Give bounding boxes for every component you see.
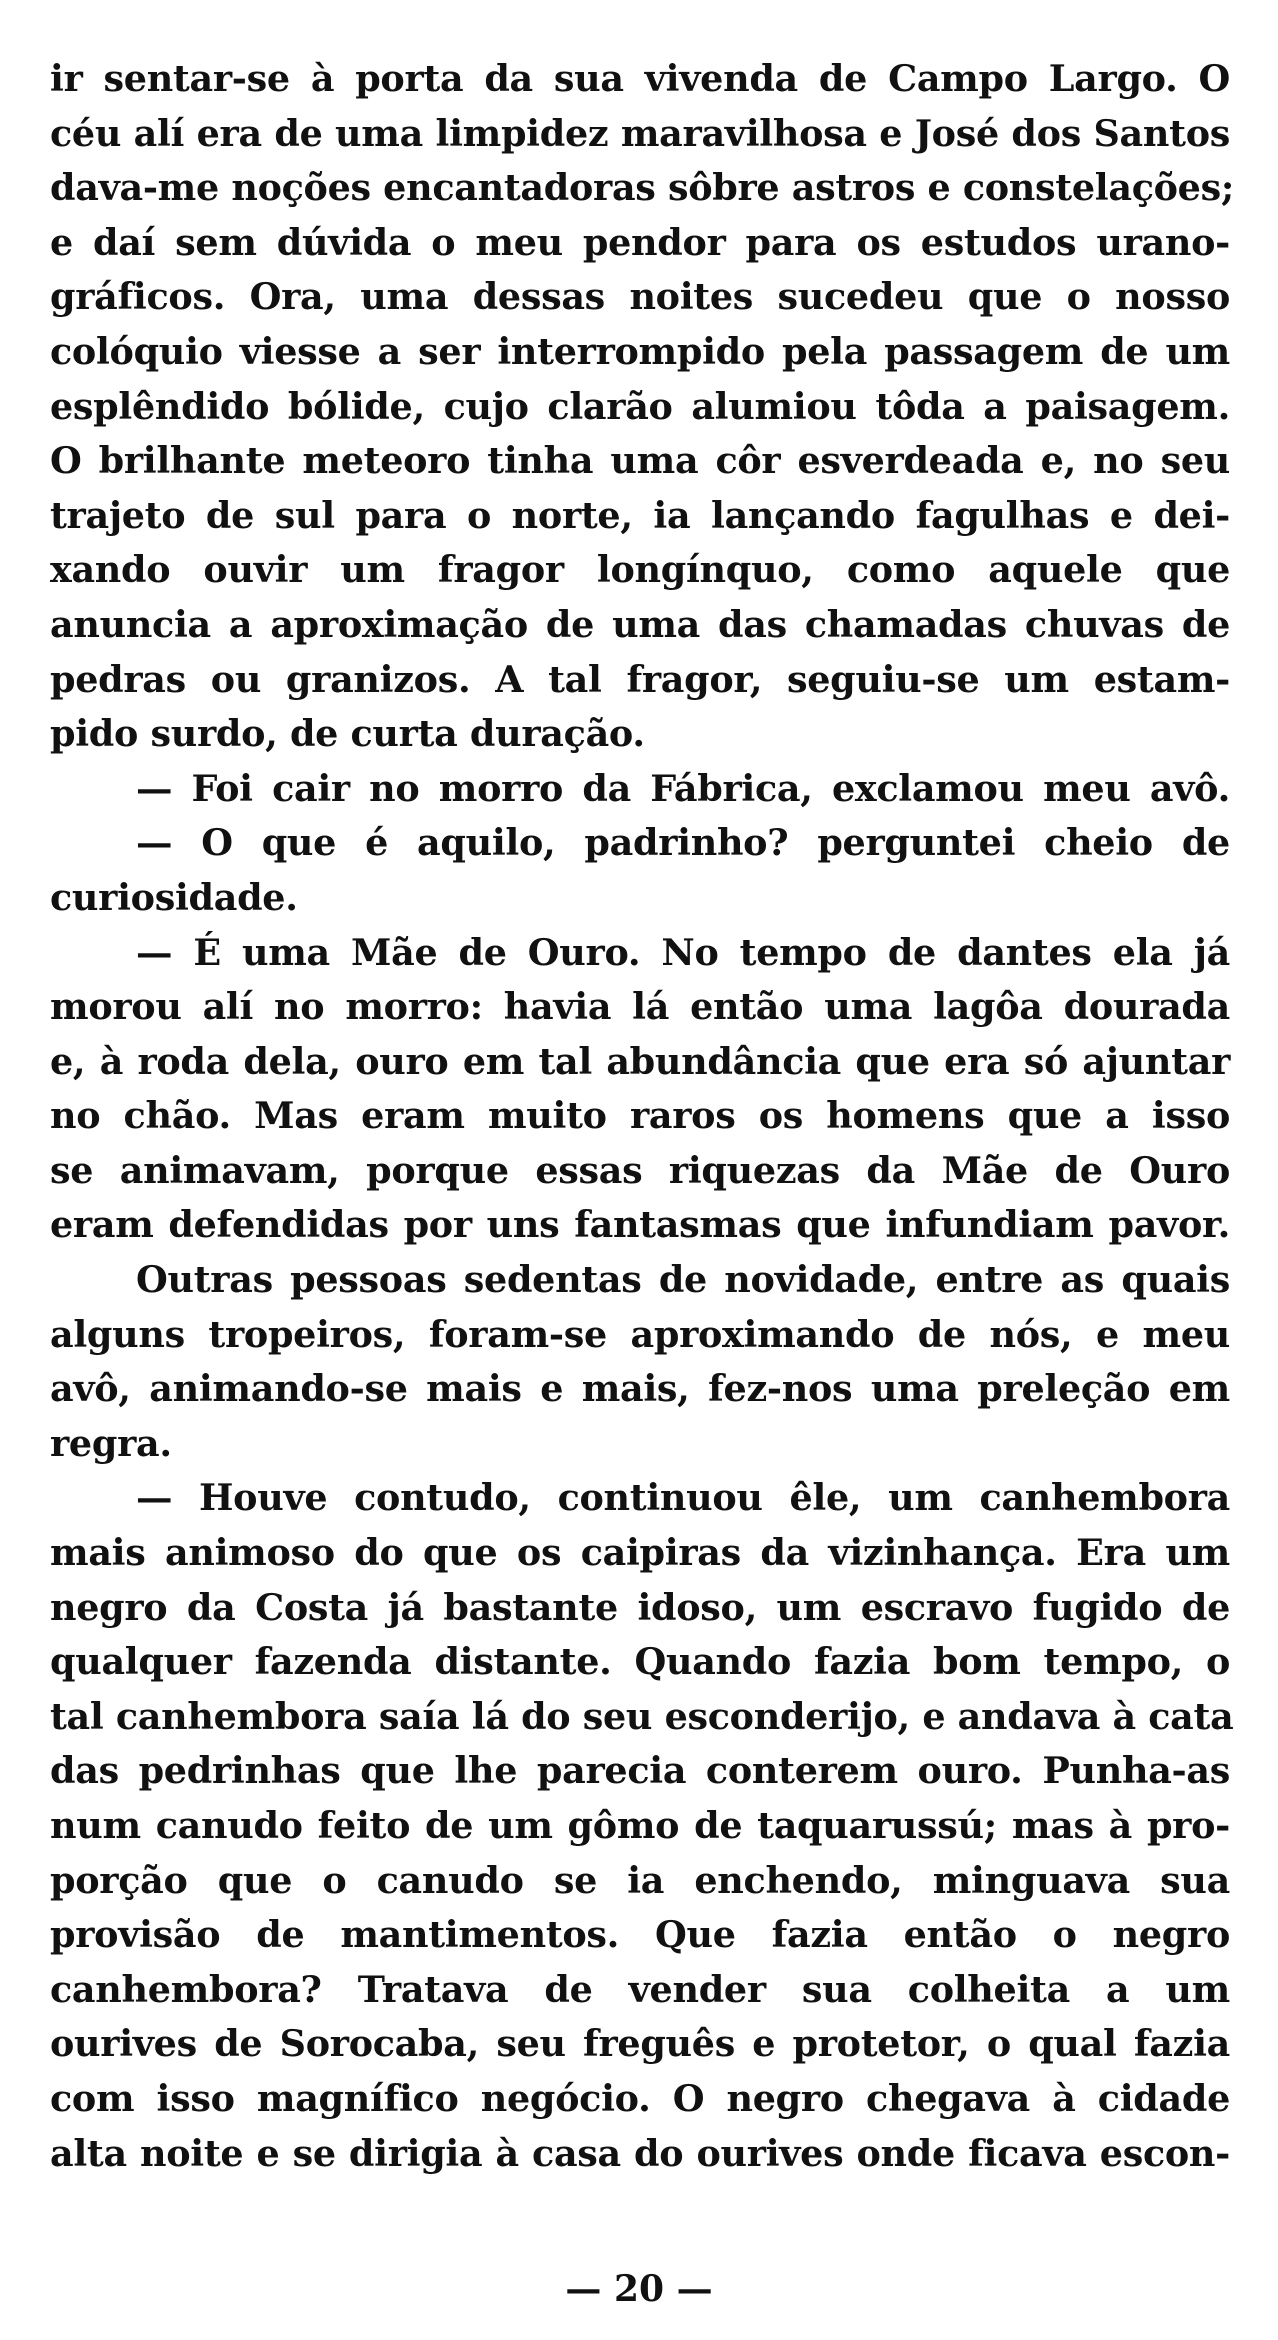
text-line: ourives de Sorocaba, seu freguês e protetor, o qual fazia xyxy=(50,2022,1230,2066)
text-line: trajeto de sul para o norte, ia lançando fagulhas e dei- xyxy=(50,493,1230,537)
text-line: avô, animando-se mais e mais, fez-nos uma preleção em xyxy=(50,1367,1230,1411)
text-line: porção que o canudo se ia enchendo, minguava sua xyxy=(50,1858,1230,1902)
text-line: qualquer fazenda distante. Quando fazia bom tempo, o xyxy=(50,1640,1230,1684)
text-line: pido surdo, de curta duração. xyxy=(50,712,645,756)
text-line: ir sentar-se à porta da sua vivenda de Campo Largo. O xyxy=(50,57,1230,100)
text-line: pedras ou granizos. A tal fragor, seguiu-se um estam- xyxy=(50,657,1230,701)
text-line: regra. xyxy=(50,1421,172,1465)
text-line: anuncia a aproximação de uma das chamadas chuvas de xyxy=(50,602,1230,646)
text-line: céu alí era de uma limpidez maravilhosa e José dos Santos xyxy=(50,111,1230,155)
text-line: esplêndido bólide, cujo clarão alumiou tôda a paisagem. xyxy=(50,384,1230,428)
text-line: no chão. Mas eram muito raros os homens que a isso xyxy=(50,1094,1230,1138)
body-text xyxy=(50,52,1235,2181)
text-line: colóquio viesse a ser interrompido pela passagem de um xyxy=(50,329,1230,373)
text-line: das pedrinhas que lhe parecia conterem ouro. Punha-as xyxy=(50,1749,1230,1793)
paragraph-start-line: Outras pessoas sedentas de novidade, entre as quais xyxy=(136,1258,1230,1302)
text-line: provisão de mantimentos. Que fazia então o negro xyxy=(50,1913,1230,1957)
dialogue-line: — O que é aquilo, padrinho? perguntei cheio de xyxy=(136,821,1230,865)
text-line: mais animoso do que os caipiras da vizinhança. Era um xyxy=(50,1531,1230,1575)
text-line: canhembora? Tratava de vender sua colheita a um xyxy=(50,1967,1230,2011)
text-line: e daí sem dúvida o meu pendor para os estudos urano- xyxy=(50,220,1230,264)
text-line: num canudo feito de um gômo de taquarussú; mas à pro- xyxy=(50,1804,1230,1847)
text-line: eram defendidas por uns fantasmas que infundiam pavor. xyxy=(50,1203,1230,1247)
text-line: alta noite e se dirigia à casa do ourives onde ficava escon- xyxy=(50,2131,1230,2175)
text-line: alguns tropeiros, foram-se aproximando de nós, e meu xyxy=(50,1312,1230,1356)
text-line: gráficos. Ora, uma dessas noites sucedeu que o nosso xyxy=(50,275,1230,319)
text-line: xando ouvir um fragor longínquo, como aquele que xyxy=(50,548,1230,592)
text-line: se animavam, porque essas riquezas da Mãe de Ouro xyxy=(50,1148,1230,1192)
page-number: — 20 — xyxy=(565,2268,713,2310)
dialogue-line: — Houve contudo, continuou êle, um canhembora xyxy=(136,1476,1230,1520)
text-line: curiosidade. xyxy=(50,875,298,919)
dialogue-line: — É uma Mãe de Ouro. No tempo de dantes ela já xyxy=(136,930,1230,974)
text-line: tal canhembora saía lá do seu esconderijo, e andava à cata xyxy=(50,1694,1234,1738)
text-line: dava-me noções encantadoras sôbre astros e constelações; xyxy=(50,166,1235,210)
text-line: morou alí no morro: havia lá então uma lagôa dourada xyxy=(50,985,1230,1029)
text-line: e, à roda dela, ouro em tal abundância que era só ajuntar xyxy=(50,1039,1230,1083)
text-line: negro da Costa já bastante idoso, um escravo fugido de xyxy=(50,1585,1230,1629)
dialogue-line: — Foi cair no morro da Fábrica, exclamou meu avô. xyxy=(136,766,1230,810)
text-line: com isso magnífico negócio. O negro chegava à cidade xyxy=(50,2076,1230,2120)
text-line: O brilhante meteoro tinha uma côr esverdeada e, no seu xyxy=(50,439,1230,483)
